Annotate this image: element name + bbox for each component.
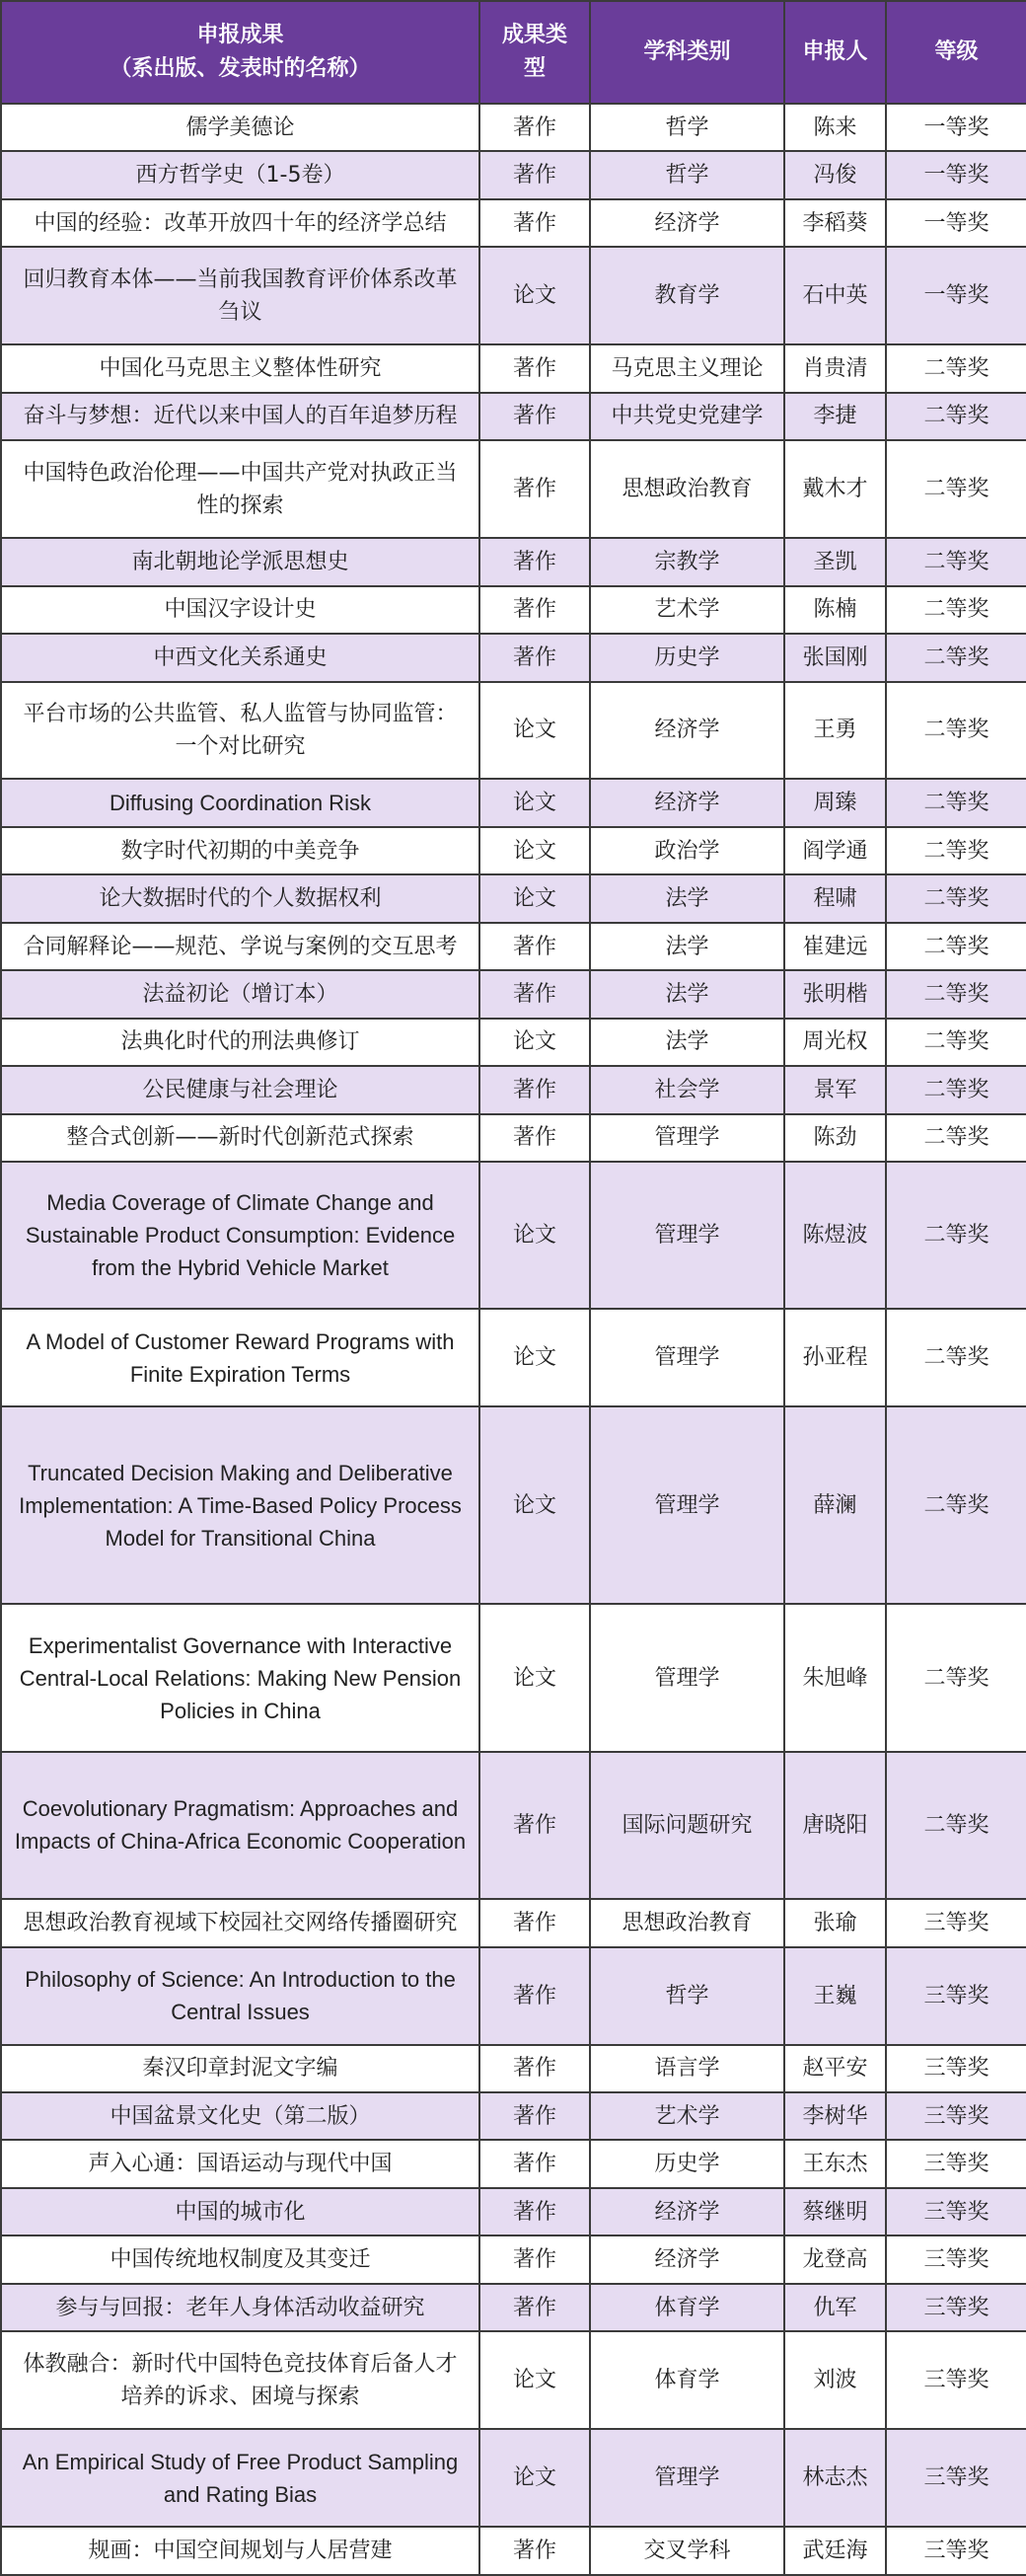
cell-grade: 三等奖: [886, 2429, 1026, 2527]
cell-type: 论文: [479, 1309, 590, 1406]
header-grade: 等级: [886, 1, 1026, 104]
cell-discipline: 管理学: [590, 1114, 784, 1162]
cell-discipline: 思想政治教育: [590, 1899, 784, 1946]
cell-discipline: 哲学: [590, 1947, 784, 2045]
table-body: [1, 104, 1026, 2575]
table-row: [1, 199, 1026, 247]
table-row: [1, 2140, 1026, 2187]
cell-applicant: 李树华: [784, 2092, 886, 2140]
cell-applicant: 张明楷: [784, 970, 886, 1018]
table-row: [1, 151, 1026, 198]
cell-grade: 三等奖: [886, 2140, 1026, 2187]
table-row: [1, 2429, 1026, 2527]
table-row: [1, 2284, 1026, 2331]
cell-grade: 二等奖: [886, 344, 1026, 392]
cell-type: 论文: [479, 779, 590, 826]
cell-type: 论文: [479, 682, 590, 780]
cell-applicant: 赵平安: [784, 2045, 886, 2092]
cell-title: 中国盆景文化史（第二版）: [1, 2092, 479, 2140]
cell-title: Experimentalist Governance with Interactive Central-Local Relations: Making New Pension Policies in China: [1, 1604, 479, 1751]
cell-title: 南北朝地论学派思想史: [1, 538, 479, 585]
cell-type: 论文: [479, 1406, 590, 1604]
cell-type: 论文: [479, 247, 590, 344]
cell-title: 合同解释论——规范、学说与案例的交互思考: [1, 923, 479, 970]
cell-applicant: 周光权: [784, 1019, 886, 1066]
cell-applicant: 冯俊: [784, 151, 886, 198]
cell-type: 著作: [479, 586, 590, 634]
cell-type: 论文: [479, 1162, 590, 1309]
table-row: [1, 682, 1026, 780]
cell-discipline: 经济学: [590, 2235, 784, 2283]
table-row: [1, 2235, 1026, 2283]
cell-discipline: 社会学: [590, 1066, 784, 1113]
cell-type: 著作: [479, 2188, 590, 2235]
cell-type: 著作: [479, 344, 590, 392]
cell-applicant: 李捷: [784, 393, 886, 440]
cell-grade: 二等奖: [886, 634, 1026, 681]
cell-discipline: 艺术学: [590, 2092, 784, 2140]
table-row: [1, 1604, 1026, 1751]
cell-type: 论文: [479, 1604, 590, 1751]
cell-discipline: 哲学: [590, 104, 784, 151]
cell-applicant: 林志杰: [784, 2429, 886, 2527]
cell-grade: 一等奖: [886, 247, 1026, 344]
cell-title: 平台市场的公共监管、私人监管与协同监管：一个对比研究: [1, 682, 479, 780]
cell-discipline: 艺术学: [590, 586, 784, 634]
cell-applicant: 圣凯: [784, 538, 886, 585]
cell-title: 中国的经验：改革开放四十年的经济学总结: [1, 199, 479, 247]
cell-grade: 二等奖: [886, 779, 1026, 826]
header-title-sub: （系出版、发表时的名称）: [110, 56, 371, 81]
cell-discipline: 政治学: [590, 827, 784, 874]
table-row: [1, 344, 1026, 392]
cell-title: 中国的城市化: [1, 2188, 479, 2235]
header-row: [1, 1, 1026, 104]
cell-type: 著作: [479, 538, 590, 585]
cell-discipline: 管理学: [590, 1309, 784, 1406]
table-row: [1, 970, 1026, 1018]
cell-type: 著作: [479, 199, 590, 247]
cell-grade: 三等奖: [886, 2527, 1026, 2575]
cell-discipline: 交叉学科: [590, 2527, 784, 2575]
table-row: [1, 779, 1026, 826]
cell-discipline: 国际问题研究: [590, 1752, 784, 1899]
cell-type: 论文: [479, 1019, 590, 1066]
table-row: [1, 440, 1026, 538]
table-row: [1, 2045, 1026, 2092]
cell-applicant: 唐晓阳: [784, 1752, 886, 1899]
cell-applicant: 刘波: [784, 2331, 886, 2429]
cell-type: 著作: [479, 2284, 590, 2331]
cell-type: 著作: [479, 2140, 590, 2187]
cell-discipline: 法学: [590, 970, 784, 1018]
table-row: [1, 923, 1026, 970]
cell-title: 奋斗与梦想：近代以来中国人的百年追梦历程: [1, 393, 479, 440]
cell-discipline: 历史学: [590, 2140, 784, 2187]
table-row: [1, 1947, 1026, 2045]
cell-discipline: 哲学: [590, 151, 784, 198]
cell-grade: 一等奖: [886, 199, 1026, 247]
cell-title: 中西文化关系通史: [1, 634, 479, 681]
cell-title: 数字时代初期的中美竞争: [1, 827, 479, 874]
cell-title: An Empirical Study of Free Product Sampling and Rating Bias: [1, 2429, 479, 2527]
cell-grade: 二等奖: [886, 440, 1026, 538]
cell-discipline: 法学: [590, 1019, 784, 1066]
cell-grade: 三等奖: [886, 2235, 1026, 2283]
cell-title: Media Coverage of Climate Change and Sustainable Product Consumption: Evidence from the Hybrid Vehicle Market: [1, 1162, 479, 1309]
cell-type: 论文: [479, 2331, 590, 2429]
cell-type: 著作: [479, 2092, 590, 2140]
cell-discipline: 经济学: [590, 199, 784, 247]
cell-title: A Model of Customer Reward Programs with Finite Expiration Terms: [1, 1309, 479, 1406]
cell-title: 儒学美德论: [1, 104, 479, 151]
cell-grade: 二等奖: [886, 923, 1026, 970]
cell-type: 著作: [479, 151, 590, 198]
cell-discipline: 中共党史党建学: [590, 393, 784, 440]
cell-type: 著作: [479, 1114, 590, 1162]
cell-grade: 二等奖: [886, 682, 1026, 780]
cell-applicant: 仇军: [784, 2284, 886, 2331]
table-header: [1, 1, 1026, 104]
cell-title: 法典化时代的刑法典修订: [1, 1019, 479, 1066]
cell-applicant: 王勇: [784, 682, 886, 780]
cell-type: 著作: [479, 1947, 590, 2045]
cell-grade: 二等奖: [886, 874, 1026, 922]
cell-applicant: 陈劲: [784, 1114, 886, 1162]
cell-applicant: 张国刚: [784, 634, 886, 681]
table-row: [1, 874, 1026, 922]
cell-title: 西方哲学史（1-5卷）: [1, 151, 479, 198]
cell-title: 秦汉印章封泥文字编: [1, 2045, 479, 2092]
cell-title: 公民健康与社会理论: [1, 1066, 479, 1113]
table-row: [1, 538, 1026, 585]
cell-grade: 二等奖: [886, 1019, 1026, 1066]
cell-title: 中国特色政治伦理——中国共产党对执政正当性的探索: [1, 440, 479, 538]
cell-discipline: 体育学: [590, 2331, 784, 2429]
cell-type: 著作: [479, 440, 590, 538]
cell-discipline: 经济学: [590, 779, 784, 826]
cell-type: 著作: [479, 634, 590, 681]
table-row: [1, 1899, 1026, 1946]
cell-grade: 三等奖: [886, 2045, 1026, 2092]
cell-grade: 三等奖: [886, 1899, 1026, 1946]
cell-grade: 二等奖: [886, 393, 1026, 440]
table-row: [1, 1752, 1026, 1899]
table-row: [1, 247, 1026, 344]
header-title-main: 申报成果: [196, 23, 284, 47]
table-row: [1, 2092, 1026, 2140]
cell-discipline: 历史学: [590, 634, 784, 681]
cell-discipline: 管理学: [590, 1162, 784, 1309]
table-row: [1, 1114, 1026, 1162]
cell-applicant: 景军: [784, 1066, 886, 1113]
cell-type: 著作: [479, 104, 590, 151]
cell-applicant: 薛澜: [784, 1406, 886, 1604]
cell-title: 中国汉字设计史: [1, 586, 479, 634]
cell-applicant: 朱旭峰: [784, 1604, 886, 1751]
cell-applicant: 陈煜波: [784, 1162, 886, 1309]
cell-applicant: 武廷海: [784, 2527, 886, 2575]
cell-grade: 二等奖: [886, 538, 1026, 585]
table-row: [1, 1406, 1026, 1604]
cell-title: 论大数据时代的个人数据权利: [1, 874, 479, 922]
cell-grade: 三等奖: [886, 2331, 1026, 2429]
table-row: [1, 1066, 1026, 1113]
cell-title: Coevolutionary Pragmatism: Approaches and Impacts of China-Africa Economic Cooperation: [1, 1752, 479, 1899]
table-row: [1, 2527, 1026, 2575]
cell-discipline: 法学: [590, 874, 784, 922]
cell-grade: 三等奖: [886, 2284, 1026, 2331]
table-row: [1, 104, 1026, 151]
cell-applicant: 程啸: [784, 874, 886, 922]
cell-type: 论文: [479, 2429, 590, 2527]
table-row: [1, 586, 1026, 634]
cell-grade: 二等奖: [886, 1162, 1026, 1309]
cell-title: 参与与回报：老年人身体活动收益研究: [1, 2284, 479, 2331]
cell-applicant: 龙登高: [784, 2235, 886, 2283]
cell-title: 声入心通：国语运动与现代中国: [1, 2140, 479, 2187]
cell-applicant: 阎学通: [784, 827, 886, 874]
cell-type: 著作: [479, 2527, 590, 2575]
cell-grade: 二等奖: [886, 970, 1026, 1018]
cell-title: 回归教育本体——当前我国教育评价体系改革刍议: [1, 247, 479, 344]
table-row: [1, 2331, 1026, 2429]
cell-title: Diffusing Coordination Risk: [1, 779, 479, 826]
cell-title: 整合式创新——新时代创新范式探索: [1, 1114, 479, 1162]
cell-grade: 三等奖: [886, 2092, 1026, 2140]
cell-grade: 二等奖: [886, 1114, 1026, 1162]
table-row: [1, 393, 1026, 440]
cell-discipline: 宗教学: [590, 538, 784, 585]
header-title: [1, 1, 479, 104]
header-applicant: 申报人: [784, 1, 886, 104]
cell-applicant: 王东杰: [784, 2140, 886, 2187]
table-row: [1, 1162, 1026, 1309]
cell-discipline: 体育学: [590, 2284, 784, 2331]
cell-type: 著作: [479, 1066, 590, 1113]
cell-type: 论文: [479, 874, 590, 922]
cell-type: 著作: [479, 923, 590, 970]
cell-discipline: 管理学: [590, 1406, 784, 1604]
cell-grade: 二等奖: [886, 1604, 1026, 1751]
cell-grade: 二等奖: [886, 827, 1026, 874]
cell-grade: 三等奖: [886, 1947, 1026, 2045]
cell-applicant: 陈来: [784, 104, 886, 151]
cell-applicant: 崔建远: [784, 923, 886, 970]
cell-grade: 二等奖: [886, 1406, 1026, 1604]
cell-discipline: 法学: [590, 923, 784, 970]
cell-grade: 一等奖: [886, 104, 1026, 151]
cell-discipline: 马克思主义理论: [590, 344, 784, 392]
cell-type: 著作: [479, 970, 590, 1018]
cell-type: 著作: [479, 2045, 590, 2092]
cell-type: 著作: [479, 1899, 590, 1946]
cell-discipline: 经济学: [590, 2188, 784, 2235]
cell-grade: 二等奖: [886, 586, 1026, 634]
cell-title: Philosophy of Science: An Introduction to the Central Issues: [1, 1947, 479, 2045]
cell-title: 体教融合：新时代中国特色竞技体育后备人才培养的诉求、困境与探索: [1, 2331, 479, 2429]
cell-title: 思想政治教育视域下校园社交网络传播圈研究: [1, 1899, 479, 1946]
cell-grade: 二等奖: [886, 1066, 1026, 1113]
table-row: [1, 634, 1026, 681]
cell-grade: 三等奖: [886, 2188, 1026, 2235]
cell-type: 著作: [479, 1752, 590, 1899]
cell-title: 中国化马克思主义整体性研究: [1, 344, 479, 392]
table-row: [1, 2188, 1026, 2235]
cell-applicant: 张瑜: [784, 1899, 886, 1946]
cell-title: 法益初论（增订本）: [1, 970, 479, 1018]
cell-discipline: 管理学: [590, 2429, 784, 2527]
cell-applicant: 陈楠: [784, 586, 886, 634]
cell-type: 论文: [479, 827, 590, 874]
header-type: 成果类型: [479, 1, 590, 104]
cell-discipline: 教育学: [590, 247, 784, 344]
cell-title: 中国传统地权制度及其变迁: [1, 2235, 479, 2283]
cell-applicant: 李稻葵: [784, 199, 886, 247]
table-row: [1, 1019, 1026, 1066]
cell-discipline: 思想政治教育: [590, 440, 784, 538]
cell-applicant: 孙亚程: [784, 1309, 886, 1406]
cell-type: 著作: [479, 2235, 590, 2283]
cell-applicant: 石中英: [784, 247, 886, 344]
cell-applicant: 王巍: [784, 1947, 886, 2045]
cell-grade: 二等奖: [886, 1752, 1026, 1899]
cell-grade: 一等奖: [886, 151, 1026, 198]
cell-grade: 二等奖: [886, 1309, 1026, 1406]
cell-discipline: 经济学: [590, 682, 784, 780]
cell-discipline: 语言学: [590, 2045, 784, 2092]
cell-applicant: 周臻: [784, 779, 886, 826]
cell-title: Truncated Decision Making and Deliberative Implementation: A Time-Based Policy Process Model for Transitional China: [1, 1406, 479, 1604]
header-discipline: 学科类别: [590, 1, 784, 104]
cell-title: 规画：中国空间规划与人居营建: [1, 2527, 479, 2575]
cell-applicant: 蔡继明: [784, 2188, 886, 2235]
cell-type: 著作: [479, 393, 590, 440]
cell-applicant: 戴木才: [784, 440, 886, 538]
table-row: [1, 827, 1026, 874]
cell-applicant: 肖贵清: [784, 344, 886, 392]
table-row: [1, 1309, 1026, 1406]
cell-discipline: 管理学: [590, 1604, 784, 1751]
